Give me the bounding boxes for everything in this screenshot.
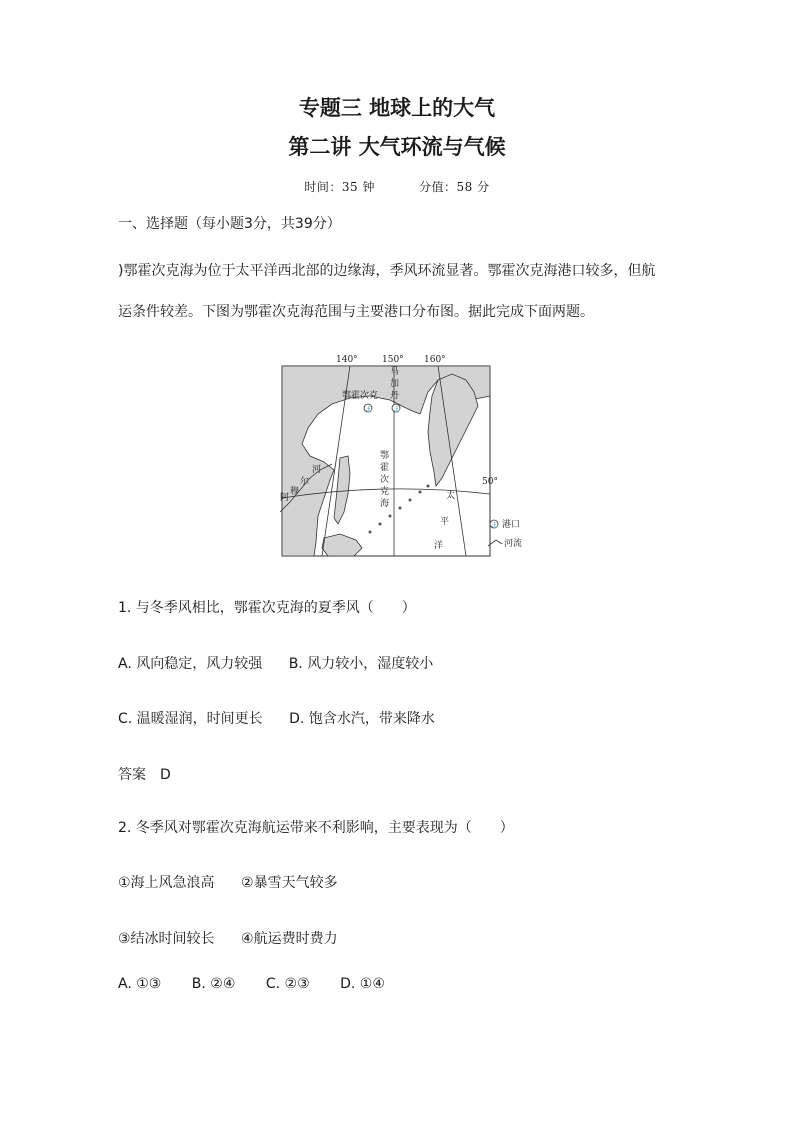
question-2-options (118, 976, 385, 992)
label-sea-4: 克 (380, 487, 390, 497)
q2-option-b: B. ②④ (191, 976, 236, 992)
label-river-he: 河 (312, 465, 322, 475)
label-magadan-2: 加 (390, 379, 400, 389)
score-info: 分值：58 分 (419, 180, 490, 194)
question-1-options-cd (118, 708, 435, 728)
q1-option-b: B. 风力较小，湿度较小 (288, 656, 434, 672)
okhotsk-sea-map (270, 352, 528, 562)
label-lat50: 50° (482, 477, 498, 487)
page-subtitle: 第二讲 大气环流与气候 (288, 135, 506, 159)
label-lon140: 140° (336, 355, 358, 365)
label-magadan-1: 马 (390, 367, 400, 377)
label-river-er: 尔 (300, 477, 310, 487)
label-ocean-3: 洋 (434, 541, 444, 551)
svg-text:⚓: ⚓ (393, 406, 401, 413)
q1-option-a: A. 风向稳定，风力较强 (118, 656, 263, 672)
q2-item-4: ④航运费时费力 (241, 931, 338, 947)
label-sea-3: 次 (380, 475, 390, 485)
time-info: 时间：35 钟 (304, 180, 375, 194)
label-sea-2: 霍 (380, 463, 390, 473)
legend-port-label: 港口 (502, 520, 521, 530)
q1-option-d: D. 饱含水汽，带来降水 (289, 711, 435, 727)
q2-option-a: A. ①③ (118, 976, 162, 992)
q2-option-c: C. ②③ (265, 976, 310, 992)
legend-river-label: 河流 (504, 539, 523, 549)
label-sea-1: 鄂 (380, 451, 390, 461)
question-2-stem: 2. 冬季风对鄂霍次克海航运带来不利影响，主要表现为（ ） (118, 820, 514, 836)
page-title: 专题三 地球上的大气 (298, 96, 496, 120)
section-heading: 一、选择题（每小题3分，共39分） (118, 216, 341, 232)
question-1-stem: 1. 与冬季风相比，鄂霍次克海的夏季风（ ） (118, 600, 416, 616)
label-lon160: 160° (424, 355, 446, 365)
intro-text-line2: 运条件较差。下图为鄂霍次克海范围与主要港口分布图。据此完成下面两题。 (118, 304, 594, 320)
question-1-options-ab (118, 653, 433, 673)
label-river-a: 阿 (280, 493, 290, 503)
q2-option-d: D. ①④ (340, 976, 385, 992)
label-river-mu: 穆 (290, 487, 300, 497)
label-ocean-1: 太 (446, 491, 456, 501)
question-1-answer: 答案 D (118, 767, 171, 783)
q2-item-1: ①海上风急浪高 (118, 875, 215, 891)
q2-item-2: ②暴雪天气较多 (241, 875, 338, 891)
label-magadan-3: 丹 (390, 391, 400, 401)
question-2-items-12 (118, 872, 338, 892)
exam-meta (0, 178, 794, 195)
intro-text-line1: )鄂霍次克海为位于太平洋西北部的边缘海，季风环流显著。鄂霍次克海港口较多，但航 (118, 263, 656, 279)
question-2-items-34 (118, 928, 338, 948)
label-lon150: 150° (382, 355, 404, 365)
q1-option-c: C. 温暖湿润，时间更长 (118, 711, 263, 727)
svg-text:⚓: ⚓ (365, 406, 373, 413)
label-sea-5: 海 (380, 499, 390, 509)
label-ocean-2: 平 (440, 517, 450, 527)
label-port-okhotsk: 鄂霍次克 (342, 391, 379, 401)
svg-text:⚓: ⚓ (491, 522, 499, 529)
q2-item-3: ③结冰时间较长 (118, 931, 215, 947)
